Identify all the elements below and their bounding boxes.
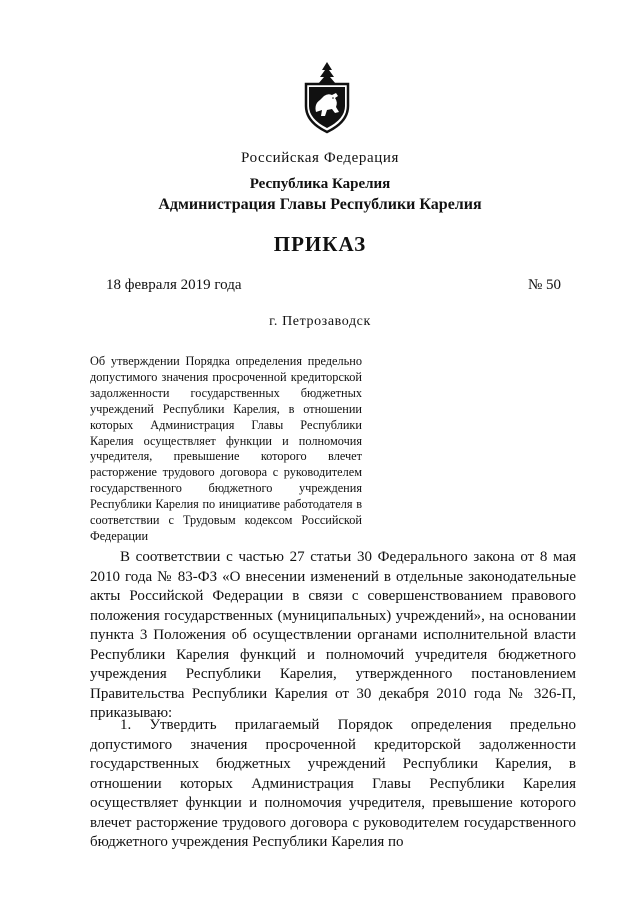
country-name: Российская Федерация — [241, 150, 399, 166]
document-type: ПРИКАЗ — [273, 232, 367, 256]
coat-of-arms-icon — [300, 60, 354, 134]
document-date: 18 февраля 2019 года — [106, 277, 242, 293]
document-number: № 50 — [528, 277, 562, 293]
body-paragraph-2: 1. Утвердить прилагаемый Порядок определения предельно допустимого значения просроченной кредиторской задолженности государственных бюджетных учреждений Республики Карелия, в отношении которых Администрация Главы Республики Карелия осуществляет функции и полномочия учредителя, превышение которого влечет расторжение трудового договора с руководителем государственного бюджетного учреждения Республики Карелия по — [90, 717, 576, 850]
document-subject: Об утверждении Порядка определения предельно допустимого значения просроченной кредиторской задолженности государственных бюджетных учреждений Республики Карелия, в отношении которых Администрация Главы Республики Карелия осуществляет функции и полномочия учредителя, превышение которого влечет расторжение трудового договора с руководителем государственного бюджетного учреждения Республики Карелия по инициативе работодателя в соответствии с Трудовым кодексом Российской Федерации — [90, 354, 362, 543]
region-name: Республика Карелия — [249, 176, 391, 192]
document-city: г. Петрозаводск — [269, 314, 371, 329]
body-paragraph-1: В соответствии с частью 27 статьи 30 Федерального закона от 8 мая 2010 года № 83-ФЗ «О внесении изменений в отдельные законодательные акты Российской Федерации в связи с совершенствованием правового положения государственных (муниципальных) учреждений», на основании пункта 3 Положения об осуществлении органами исполнительной власти Республики Карелия функций и полномочий учредителя бюджетного учреждения Республики Карелия, утвержденного постановлением Правительства Республики Карелия от 30 декабря 2010 года № 326-П, приказываю: — [90, 549, 576, 721]
administration-name: Администрация Главы Республики Карелия — [158, 196, 482, 213]
